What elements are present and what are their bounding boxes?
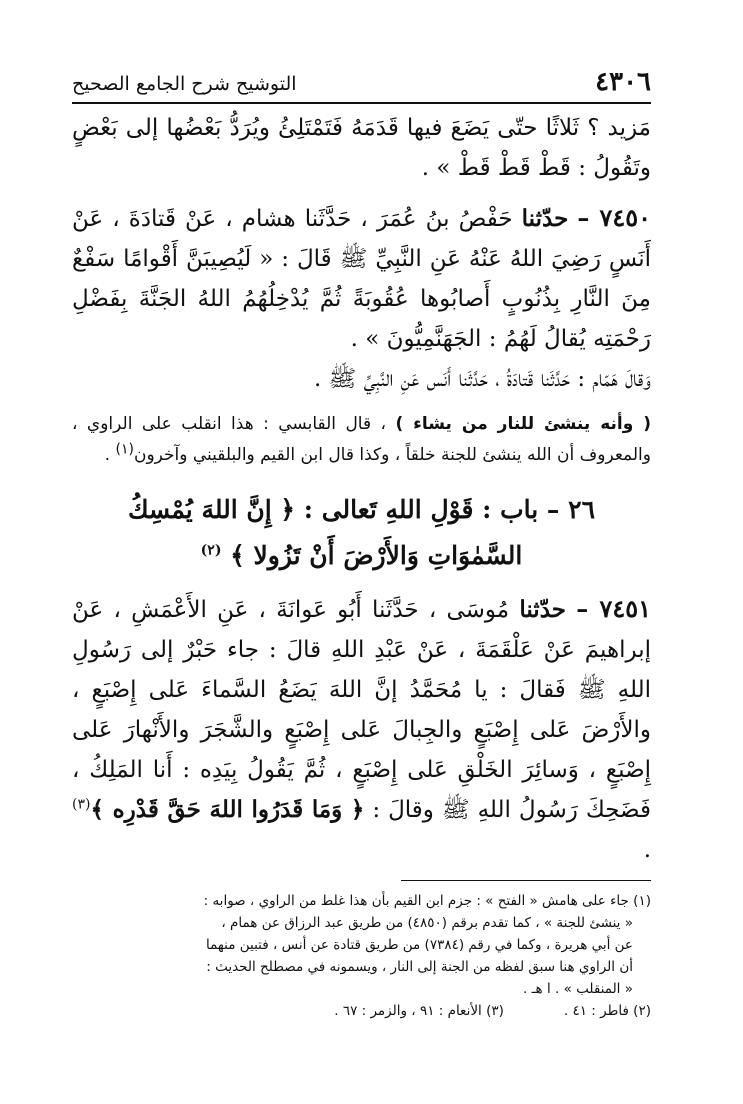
footnote-ref-1[interactable]: (١) — [115, 441, 134, 458]
commentary-lemma: ( وأنه ينشئ للنار من يشاء ) — [395, 414, 651, 434]
footnote-1-line: أن الراوي هنا سبق لفظه من الجنة إلى النار ، ويسمونه في مصطلح الحديث : — [206, 959, 633, 975]
chapter-heading-line1: ٢٦ – باب : قَوْلِ اللهِ تَعالى : ﴿ إِنَّ اللهَ يُمْسِكُ — [127, 495, 595, 524]
footnote-separator — [401, 880, 651, 881]
commentary-end: . — [104, 445, 111, 465]
footnotes — [72, 890, 651, 1022]
footnotes-row — [72, 1000, 651, 1022]
page-header — [72, 66, 651, 104]
hadith-7451 — [72, 589, 651, 870]
narration-lead: حدّثنا — [519, 596, 566, 623]
running-title: التوشيح شرح الجامع الصحيح — [72, 73, 297, 95]
main-text — [72, 108, 651, 870]
hadith-number: ٧٤٥١ – — [576, 594, 652, 623]
hadith-end: . — [643, 837, 651, 863]
chapter-heading — [72, 487, 651, 579]
hadith-text: حَفْصُ بنُ عُمَرَ ، حَدَّثَنا هشام ، عَنْ قَتادَةَ ، عَنْ أَنَسٍ رَضِيَ اللهُ عَنْهُ عَنِ النَّبِيِّ ﷺ قَالَ : « لَيُصِيبَنَّ أَقْوامًا سَفْعٌ مِنَ النَّارِ بِذُنُوبٍ أَصابُوها عُقُوبَةً ثُمَّ يُدْخِلُهُمُ اللهُ الجَنَّةَ بِفَضْلِ رَحْمَتِه يُقالُ لَهُمُ : الجَهَنَّمِيُّونَ » . — [72, 206, 651, 352]
commentary-text: ، قال القابسي : هذا انقلب على الراوي ، والمعروف أن الله ينشئ للجنة خلقاً ، وكذا قال ابن القيم والبلقيني وآخرون — [72, 414, 651, 465]
footnote-1-line: « ينشئ للجنة » ، كما تقدم برقم (٤٨٥٠) من طريق عبد الرزاق عن همام ، — [221, 915, 633, 931]
footnote-ref-2[interactable]: (٢) — [200, 542, 222, 559]
paragraph-continuation: مَزيد ؟ ثَلاثًا حتّى يَضَعَ فيها قَدَمَهُ فَتَمْتَلِئُ ويُرَدُّ بَعْضُها إلى بَعْضٍ وتَقُولُ : قَطْ قَطْ قَطْ » . — [72, 115, 651, 181]
chapter-heading-line2: السَّمٰوَاتِ وَالأَرْضَ أَنْ تَزُولا ﴾ — [230, 541, 523, 570]
footnote-1-line: « المنقلب » . ا هـ . — [523, 981, 633, 997]
footnote-2: (٢) فاطر : ٤١ . — [563, 1003, 651, 1019]
commentary — [72, 409, 651, 471]
footnote-1-line: (١) جاء على هامش « الفتح » : جزم ابن القيم بأن هذا غلط من الراوي ، صوابه : — [203, 893, 651, 909]
page-number: ٤٣٠٦ — [595, 67, 651, 97]
footnote-ref-3[interactable]: (٣) — [72, 796, 91, 813]
narration-lead: حدّثنا — [521, 205, 569, 232]
quran-quote: ﴿ وَمَا قَدَرُوا اللهَ حَقَّ قَدْرِه ﴾ — [90, 796, 365, 823]
hadith-text: مُوسَى ، حَدَّثَنا أَبُو عَوانَةَ ، عَنِ الأَعْمَشِ ، عَنْ إبراهيمَ عَنْ عَلْقَمَةَ ، عَنْ عَبْدِ اللهِ قالَ : جاء حَبْرٌ إلى رَسُولِ اللهِ ﷺ فَقالَ : يا مُحَمَّدُ إنَّ اللهَ يَضَعُ السَّماءَ عَلى إِصْبَعٍ ، والأَرْضَ عَلى إِصْبَعٍ والجِبالَ عَلى إِصْبَعٍ والشَّجَرَ والأَنْهارَ عَلى إِصْبَعٍ ، وَسائِرَ الخَلْقِ عَلى إِصْبَعٍ ، ثُمَّ يَقُولُ بِيَدِه : أَنا المَلِكُ ، فَضَحِكَ رَسُولُ اللهِ ﷺ وقالَ : — [72, 597, 651, 823]
hadith-addendum: وَقالَ هَمّام : حَدَّثَنا قَتادَةُ ، حَدَّثَنا أَنَس عَنِ النَّبِيِّ ﷺ . — [313, 366, 651, 392]
hadith-7450 — [72, 198, 651, 359]
footnote-3: (٣) الأنعام : ٩١ ، والزمر : ٦٧ . — [334, 1003, 504, 1019]
footnote-1-line: عن أبي هريرة ، وكما في رقم (٧٣٨٤) من طريق قتادة عن أنس ، فتبين منهما — [205, 937, 633, 953]
hadith-number: ٧٤٥٠ – — [577, 203, 651, 232]
